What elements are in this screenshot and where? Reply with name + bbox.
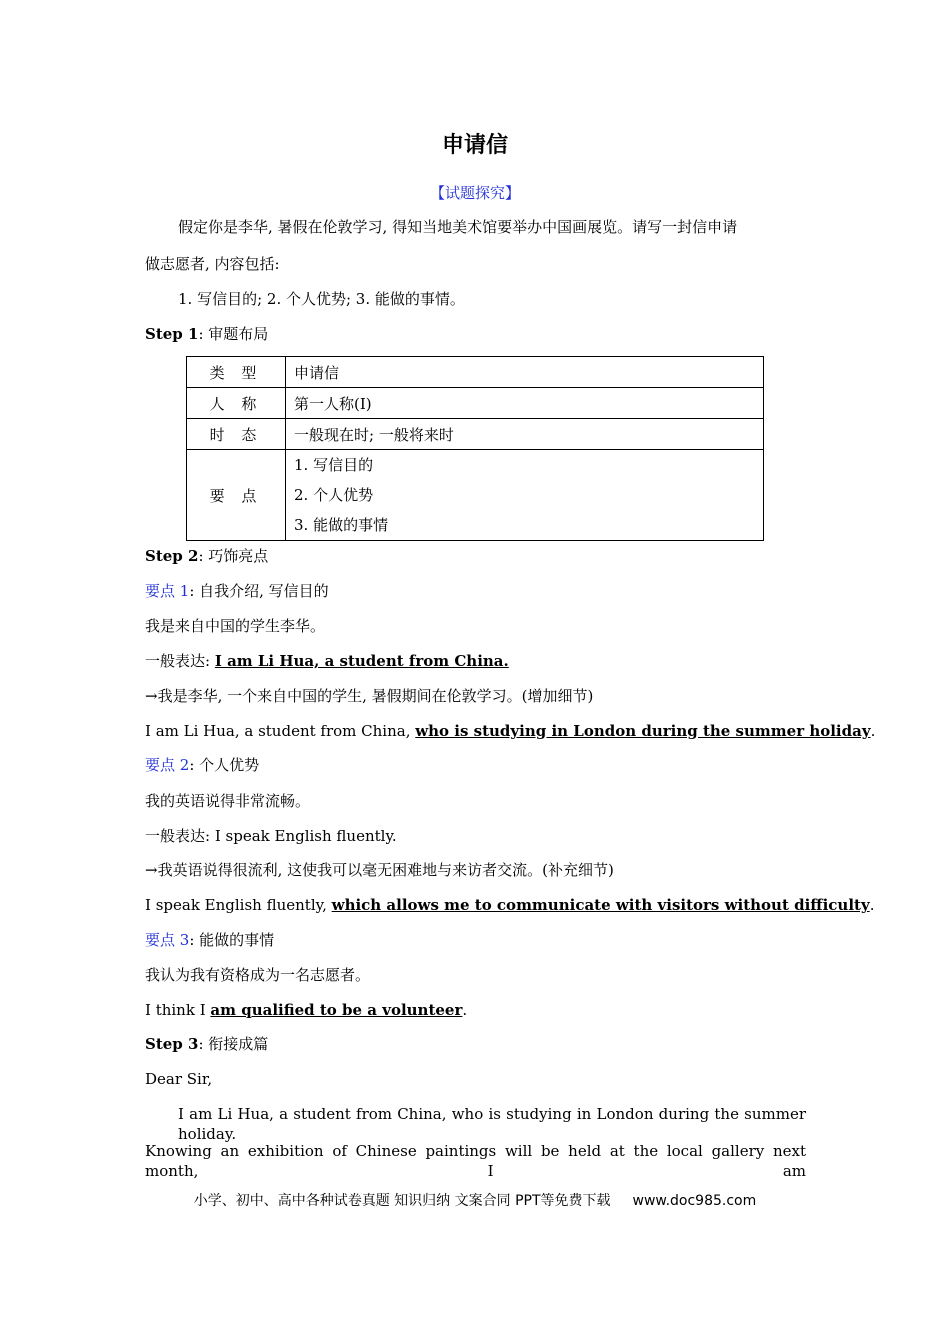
point1-heading — [145, 581, 329, 601]
letter-line-2: Knowing an exhibition of Chinese paintings will be held at the local gallery next month, I am — [145, 1142, 806, 1180]
footer-text: 小学、初中、高中各种试卷真题 知识归纳 文案合同 PPT等免费下载 — [193, 1193, 611, 1209]
point3-chinese: 我认为我有资格成为一名志愿者。 — [145, 966, 371, 984]
table-row — [187, 388, 764, 419]
letter-greeting: Dear Sir, — [145, 1070, 213, 1088]
point3-upgrade — [145, 1000, 467, 1020]
prompt-line-1: 假定你是李华, 暑假在伦敦学习, 得知当地美术馆要举办中国画展览。请写一封信申请 — [178, 218, 738, 236]
table-row — [187, 419, 764, 450]
table-row — [187, 450, 764, 541]
point2-upgrade — [145, 895, 874, 915]
step3-text: : 衔接成篇 — [198, 1035, 269, 1053]
section-heading: 【试题探究】 — [429, 184, 520, 202]
step3-label: Step 3 — [145, 1035, 199, 1053]
point2-chinese: 我的英语说得非常流畅。 — [145, 792, 311, 810]
point1-upgrade — [145, 721, 875, 741]
step1-label: Step 1 — [145, 325, 199, 343]
point2-upgrade-suffix: . — [869, 896, 875, 914]
point2-upgrade-chinese: →我英语说得很流利, 这使我可以毫无困难地与来访者交流。(补充细节) — [145, 861, 614, 879]
point1-upgrade-highlight: who is studying in London during the summer holiday — [415, 722, 871, 740]
table-value: 申请信 — [286, 357, 764, 388]
step1-text: : 审题布局 — [198, 325, 269, 343]
point3-upgrade-prefix: I think I — [145, 1001, 211, 1019]
point3-label: 要点 3 — [145, 931, 190, 949]
step3-heading — [145, 1034, 268, 1054]
point1-label: 要点 1 — [145, 582, 190, 600]
point3-title: : 能做的事情 — [189, 931, 275, 949]
point3-heading — [145, 930, 274, 950]
letter-line-1: I am Li Hua, a student from China, who is studying in London during the summer holiday. — [178, 1105, 806, 1143]
table-point: 2. 个人优势 — [294, 486, 374, 504]
point2-upgrade-prefix: I speak English fluently, — [145, 896, 332, 914]
point2-basic: 一般表达: I speak English fluently. — [145, 827, 397, 845]
step2-text: : 巧饰亮点 — [198, 547, 269, 565]
prompt-line-3: 1. 写信目的; 2. 个人优势; 3. 能做的事情。 — [178, 290, 465, 308]
table-value: 第一人称(I) — [286, 388, 764, 419]
point2-heading — [145, 755, 259, 775]
table-value: 一般现在时; 一般将来时 — [286, 419, 764, 450]
table-key: 要 点 — [187, 450, 286, 541]
table-point: 3. 能做的事情 — [294, 516, 389, 534]
footer — [0, 1190, 950, 1210]
point3-upgrade-highlight: am qualified to be a volunteer — [210, 1001, 463, 1019]
point1-upgrade-chinese: →我是李华, 一个来自中国的学生, 暑假期间在伦敦学习。(增加细节) — [145, 687, 594, 705]
step1-heading — [145, 324, 268, 344]
point1-basic-prefix: 一般表达: — [145, 652, 215, 670]
point2-upgrade-highlight: which allows me to communicate with visitors without difficulty — [331, 896, 870, 914]
table-point: 1. 写信目的 — [294, 456, 374, 474]
step2-label: Step 2 — [145, 547, 199, 565]
page-title: 申请信 — [441, 133, 508, 158]
table-points — [286, 450, 764, 541]
table-key: 时 态 — [187, 419, 286, 450]
point2-title: : 个人优势 — [189, 756, 260, 774]
step2-heading — [145, 546, 268, 566]
footer-url[interactable]: www.doc985.com — [632, 1193, 757, 1209]
table-key: 人 称 — [187, 388, 286, 419]
table-key: 类 型 — [187, 357, 286, 388]
point1-chinese: 我是来自中国的学生李华。 — [145, 617, 326, 635]
prompt-line-2: 做志愿者, 内容包括: — [145, 255, 280, 273]
point1-title: : 自我介绍, 写信目的 — [189, 582, 329, 600]
point1-basic — [145, 651, 509, 671]
point1-basic-expression: I am Li Hua, a student from China. — [214, 652, 509, 670]
table-row — [187, 357, 764, 388]
point2-label: 要点 2 — [145, 756, 190, 774]
analysis-table — [186, 356, 764, 541]
point1-upgrade-suffix: . — [870, 722, 876, 740]
point1-upgrade-prefix: I am Li Hua, a student from China, — [145, 722, 416, 740]
point3-upgrade-suffix: . — [462, 1001, 468, 1019]
